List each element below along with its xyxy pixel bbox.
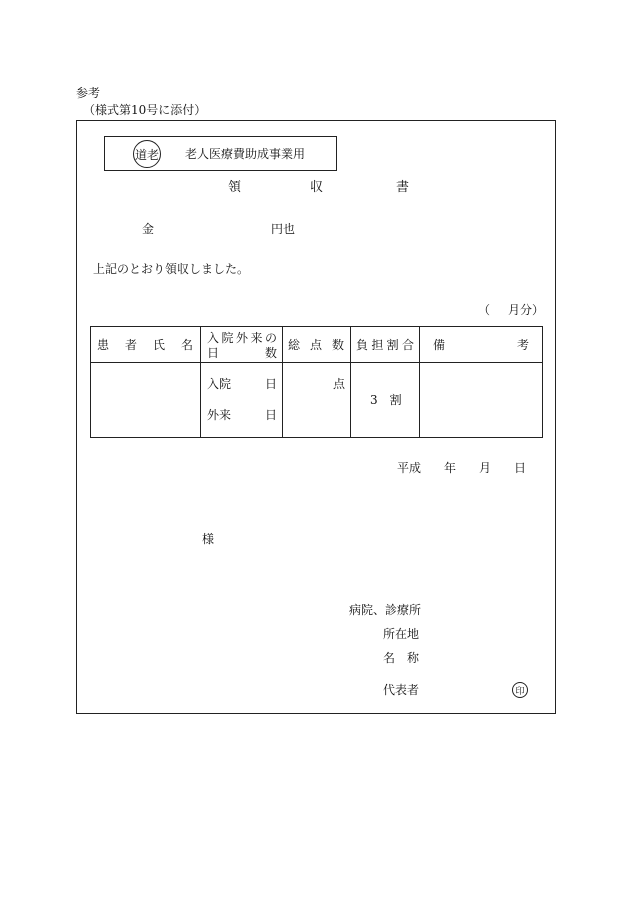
seal-stamp-text: 印 (515, 686, 525, 697)
program-seal-circle (133, 140, 161, 168)
header-char: 数 (264, 346, 277, 360)
amount-suffix: 円也 (271, 222, 296, 236)
issuer-name-char: 名 (383, 651, 396, 665)
header-char: 日 (207, 346, 220, 360)
issuer-address-label: 所在地 (383, 627, 420, 641)
header-char: 負 (356, 338, 369, 352)
header-char: 外 (235, 331, 248, 345)
header-char: 担 (371, 338, 384, 352)
header-char: 数 (331, 338, 344, 352)
header-char: 考 (516, 338, 529, 352)
table-divider (200, 327, 201, 437)
program-seal-text: 道老 (134, 147, 159, 162)
cell-outpatient-label: 外来 (207, 408, 232, 422)
date-era: 平成 (397, 461, 422, 475)
issuer-category: 病院、診療所 (349, 603, 422, 617)
date-day: 日 (514, 461, 527, 475)
table-divider (282, 327, 283, 437)
month-note-close: 月分） (508, 303, 545, 317)
header-total-points (288, 339, 344, 351)
recipient-honorific: 様 (202, 532, 215, 546)
header-char: 来 (250, 331, 263, 345)
cell-inpatient-unit: 日 (265, 377, 278, 391)
amount-prefix: 金 (142, 222, 155, 236)
header-patient-name (97, 339, 193, 351)
reference-label: 参考 (76, 86, 101, 100)
cell-inpatient-label: 入院 (207, 377, 232, 391)
header-char: 合 (401, 338, 414, 352)
header-char: 割 (386, 338, 399, 352)
table-divider (419, 327, 420, 437)
issuer-representative-label: 代表者 (383, 683, 420, 697)
header-char: 名 (180, 338, 193, 352)
receipt-title-char-1: 領 (228, 180, 242, 195)
month-note-open: （ (478, 303, 491, 317)
cell-points-unit: 点 (333, 377, 346, 391)
cell-burden-ratio: 3 割 (370, 393, 402, 407)
receipt-title-char-2: 収 (310, 180, 324, 195)
header-char: 備 (433, 338, 446, 352)
header-char: 患 (97, 338, 110, 352)
header-remarks (433, 339, 529, 351)
header-days-line1 (207, 332, 277, 344)
receipt-statement: 上記のとおり領収しました。 (93, 262, 250, 276)
cell-outpatient-unit: 日 (265, 408, 278, 422)
table-divider (350, 327, 351, 437)
issuer-name-char: 称 (406, 651, 419, 665)
attachment-note: （様式第10号に添付） (83, 103, 207, 117)
seal-stamp-icon (512, 682, 528, 698)
header-char: 者 (124, 338, 137, 352)
header-days-line2 (207, 347, 277, 359)
date-month: 月 (479, 461, 492, 475)
header-burden-ratio (356, 339, 414, 351)
date-year: 年 (444, 461, 457, 475)
patient-table (90, 326, 543, 438)
header-char: の (264, 331, 277, 345)
program-name: 老人医療費助成事業用 (185, 147, 306, 161)
header-char: 総 (288, 338, 301, 352)
header-char: 入 (207, 331, 220, 345)
header-char: 氏 (152, 338, 165, 352)
issuer-name-label (383, 652, 419, 664)
header-char: 点 (309, 338, 322, 352)
header-char: 院 (221, 331, 234, 345)
table-header-divider (91, 362, 542, 363)
receipt-title-char-3: 書 (396, 180, 410, 195)
